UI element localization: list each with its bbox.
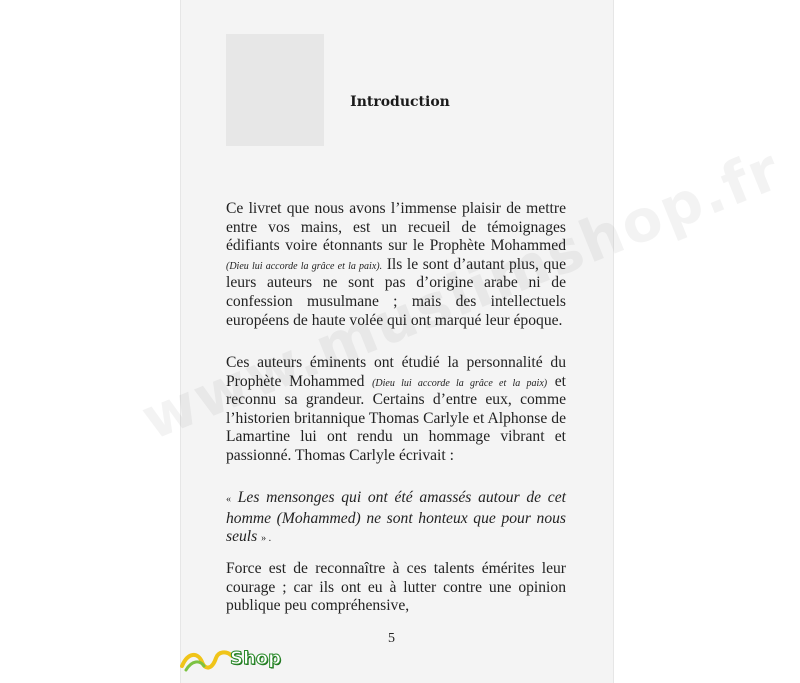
logo-text: Shop: [230, 648, 282, 669]
paragraph-1-text-cont: Ils le sont d’autant plus, que leurs auteurs ne sont pas d’origine arabe ni de confession musulmane ; mais des intellectuels européens de haute volée qui ont marqué leur époque.: [226, 255, 566, 329]
paragraph-1: [226, 200, 566, 330]
paragraph-3: Force est de reconnaître à ces talents émérites leur courage ; car ils ont eu à lutter contre une opinion publique peu compréhensive,: [226, 560, 566, 615]
quote-close-mark: » .: [261, 533, 272, 545]
paragraph-2-text-cont: et reconnu sa grandeur. Certains d’entre eux, comme l’historien britannique Thomas Carlyle et Alphonse de Lamartine lui ont rendu un hommage vibrant et passionné. Thomas Carlyle écrivait :: [226, 372, 567, 464]
paragraph-1-text: Ce livret que nous avons l’immense plaisir de mettre entre vos mains, est un recueil de témoignages édifiants voire étonnants sur le Prophète Mohammed: [226, 200, 566, 255]
quote-paragraph: [226, 489, 566, 549]
paragraph-2-text: Ces auteurs éminents ont étudié la personnalité du Prophète Mohammed: [226, 354, 566, 390]
paragraph-2-honorific: (Dieu lui accorde la grâce et la paix): [372, 377, 548, 389]
page-number: 5: [388, 631, 395, 646]
shop-logo: [180, 646, 300, 678]
page-title: Introduction: [350, 94, 450, 110]
paragraph-1-honorific: (Dieu lui accorde la grâce et la paix).: [226, 260, 383, 272]
quote-open-mark: «: [226, 494, 231, 505]
quote-text: Les mensonges qui ont été amassés autour de cet homme (Mohammed) ne sont honteux que pour nous seuls: [226, 489, 566, 546]
paragraph-2: [226, 354, 566, 466]
faded-image-block: [226, 34, 324, 146]
